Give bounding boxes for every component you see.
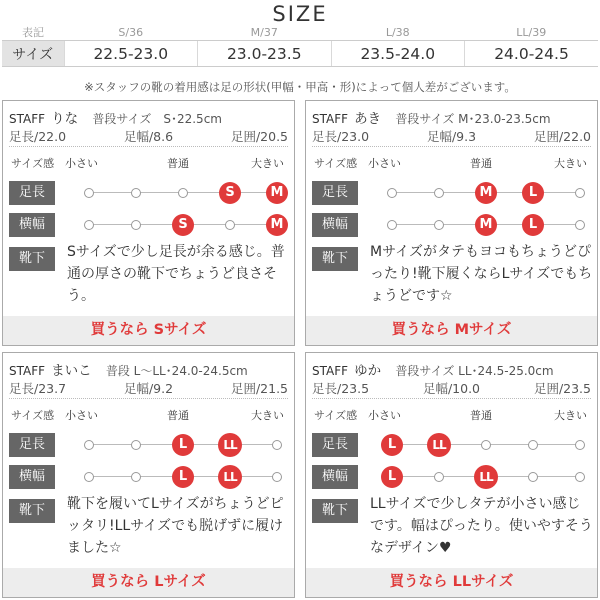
- usual-size: 普段サイズ LL･24.5-25.0cm: [395, 364, 554, 378]
- fit-note: ※スタッフの靴の着用感は足の形状(甲幅・甲高・形)によって個人差がございます。: [84, 80, 516, 94]
- foot-width-value: 足幅/10.0: [422, 381, 481, 396]
- foot-length-value: 足長/23.5: [312, 381, 370, 396]
- foot-girth-value: 足囲/21.5: [230, 381, 288, 396]
- size-table: [2, 24, 598, 67]
- scale-dot: [434, 220, 444, 230]
- size-range-value: 24.0-24.5: [465, 41, 599, 67]
- foot-width-label: 横幅: [312, 213, 358, 237]
- scale-title: サイズ感: [314, 157, 358, 170]
- scale-title: サイズ感: [314, 409, 358, 422]
- scale-dot: [575, 472, 585, 482]
- foot-length-value: 足長/23.7: [9, 381, 67, 396]
- size-table-value-row: [2, 41, 598, 67]
- foot-width-label: 横幅: [312, 465, 358, 489]
- size-marker: M: [475, 214, 497, 236]
- staff-comment: Sサイズで少し足長が余る感じ。普通の厚さの靴下でちょうど良さそう。: [67, 244, 285, 304]
- scale-big-label: 大きい: [554, 157, 587, 170]
- recommendation: 買うなら Sサイズ: [3, 316, 294, 345]
- scale-dot: [272, 440, 282, 450]
- foot-measurements: [9, 127, 288, 145]
- scale-small-label: 小さい: [65, 409, 98, 422]
- foot-length-scale: [312, 433, 594, 457]
- usual-size: 普段サイズ S･22.5cm: [92, 112, 222, 126]
- scale-normal-label: 普通: [167, 409, 189, 422]
- scale-header: [314, 155, 594, 171]
- size-column-name: LL/39: [516, 25, 547, 39]
- size-range-value: 23.5-24.0: [331, 41, 465, 67]
- scale-big-label: 大きい: [251, 409, 284, 422]
- scale-dot: [131, 440, 141, 450]
- scale-header: [11, 155, 291, 171]
- size-table-header-label: 表記: [22, 26, 44, 39]
- scale-big-label: 大きい: [251, 157, 284, 170]
- divider: [312, 398, 591, 399]
- scale-dot: [84, 188, 94, 198]
- size-marker: S: [172, 214, 194, 236]
- size-marker: L: [172, 466, 194, 488]
- staff-header: [312, 107, 591, 125]
- staff-header: [9, 107, 288, 125]
- scale-dot: [84, 440, 94, 450]
- size-column-name: M/37: [250, 25, 278, 39]
- size-title: SIZE: [272, 2, 328, 26]
- divider: [9, 146, 288, 147]
- staff-label: STAFF: [9, 364, 46, 378]
- foot-girth-value: 足囲/20.5: [230, 129, 288, 144]
- size-marker: L: [381, 466, 403, 488]
- foot-measurements: [9, 379, 288, 397]
- size-marker: S: [219, 182, 241, 204]
- staff-name: あき: [354, 111, 382, 127]
- scale-title: サイズ感: [11, 409, 55, 422]
- scale-dot: [528, 440, 538, 450]
- scale-dot: [575, 440, 585, 450]
- size-column-name: L/38: [385, 25, 410, 39]
- size-marker: M: [266, 182, 288, 204]
- foot-girth-value: 足囲/23.5: [533, 381, 591, 396]
- foot-length-label: 足長: [312, 181, 358, 205]
- staff-label: STAFF: [9, 112, 46, 126]
- foot-width-value: 足幅/8.6: [123, 129, 174, 144]
- size-marker: L: [172, 434, 194, 456]
- scale-dot: [131, 188, 141, 198]
- foot-width-value: 足幅/9.3: [426, 129, 477, 144]
- size-marker: LL: [218, 465, 242, 489]
- foot-length-value: 足長/23.0: [312, 129, 370, 144]
- foot-girth-value: 足囲/22.0: [533, 129, 591, 144]
- size-table-header-row: [2, 24, 598, 41]
- staff-name: ゆか: [354, 363, 382, 379]
- scale-header: [11, 407, 291, 423]
- foot-width-label: 横幅: [9, 213, 55, 237]
- scale-title: サイズ感: [11, 157, 55, 170]
- scale-dot: [84, 472, 94, 482]
- size-column-name: S/36: [118, 25, 144, 39]
- scale-dot: [387, 188, 397, 198]
- scale-small-label: 小さい: [368, 409, 401, 422]
- staff-label: STAFF: [312, 364, 349, 378]
- size-marker: L: [381, 434, 403, 456]
- scale-dot: [434, 188, 444, 198]
- socks-label: 靴下: [9, 499, 55, 523]
- scale-dot: [434, 472, 444, 482]
- scale-small-label: 小さい: [368, 157, 401, 170]
- staff-name: まいこ: [51, 363, 92, 379]
- scale-normal-label: 普通: [470, 157, 492, 170]
- scale-big-label: 大きい: [554, 409, 587, 422]
- socks-label: 靴下: [312, 247, 358, 271]
- foot-length-scale: [9, 181, 291, 205]
- scale-dot: [225, 220, 235, 230]
- scale-dot: [178, 188, 188, 198]
- foot-length-label: 足長: [312, 433, 358, 457]
- staff-comment: 靴下を履いてLサイズがちょうどピッタリ!LLサイズでも脱げずに履けました☆: [67, 496, 284, 556]
- size-range-value: 23.0-23.5: [198, 41, 332, 67]
- size-table-row-label: サイズ: [2, 41, 64, 67]
- divider: [9, 398, 288, 399]
- socks-label: 靴下: [9, 247, 55, 271]
- size-marker: L: [522, 214, 544, 236]
- scale-dot: [272, 472, 282, 482]
- staff-comment: LLサイズで少しタテが小さい感じです。幅はぴったり。使いやすそうなデザイン♥: [370, 496, 593, 556]
- staff-header: [312, 359, 591, 377]
- divider: [312, 146, 591, 147]
- foot-width-scale: [9, 465, 291, 489]
- scale-dot: [131, 472, 141, 482]
- staff-card: [305, 352, 598, 598]
- scale-dot: [131, 220, 141, 230]
- foot-length-label: 足長: [9, 433, 55, 457]
- scale-dot: [575, 188, 585, 198]
- foot-length-label: 足長: [9, 181, 55, 205]
- scale-dot: [84, 220, 94, 230]
- usual-size: 普段 L〜LL･24.0-24.5cm: [105, 364, 248, 378]
- staff-card: [2, 352, 295, 598]
- foot-length-scale: [9, 433, 291, 457]
- foot-measurements: [312, 127, 591, 145]
- staff-card: [2, 100, 295, 346]
- scale-normal-label: 普通: [167, 157, 189, 170]
- foot-width-value: 足幅/9.2: [123, 381, 174, 396]
- recommendation: 買うなら Lサイズ: [3, 568, 294, 597]
- size-marker: L: [522, 182, 544, 204]
- socks-label: 靴下: [312, 499, 358, 523]
- scale-header: [314, 407, 594, 423]
- size-marker: M: [475, 182, 497, 204]
- scale-dot: [481, 440, 491, 450]
- foot-width-scale: [9, 213, 291, 237]
- scale-normal-label: 普通: [470, 409, 492, 422]
- scale-dot: [387, 220, 397, 230]
- size-marker: LL: [474, 465, 498, 489]
- size-marker: LL: [218, 433, 242, 457]
- size-marker: LL: [427, 433, 451, 457]
- foot-width-label: 横幅: [9, 465, 55, 489]
- foot-width-scale: [312, 465, 594, 489]
- staff-label: STAFF: [312, 112, 349, 126]
- scale-small-label: 小さい: [65, 157, 98, 170]
- foot-measurements: [312, 379, 591, 397]
- scale-dot: [575, 220, 585, 230]
- foot-length-scale: [312, 181, 594, 205]
- staff-header: [9, 359, 288, 377]
- size-range-value: 22.5-23.0: [64, 41, 198, 67]
- recommendation: 買うなら Mサイズ: [306, 316, 597, 345]
- scale-dot: [528, 472, 538, 482]
- recommendation: 買うなら LLサイズ: [306, 568, 597, 597]
- foot-width-scale: [312, 213, 594, 237]
- staff-comment: Mサイズがタテもヨコもちょうどぴったり!靴下履くならLサイズでもちょうどです☆: [370, 244, 593, 304]
- staff-name: りな: [51, 111, 79, 127]
- usual-size: 普段サイズ M･23.0-23.5cm: [395, 112, 551, 126]
- foot-length-value: 足長/22.0: [9, 129, 67, 144]
- staff-card: [305, 100, 598, 346]
- size-marker: M: [266, 214, 288, 236]
